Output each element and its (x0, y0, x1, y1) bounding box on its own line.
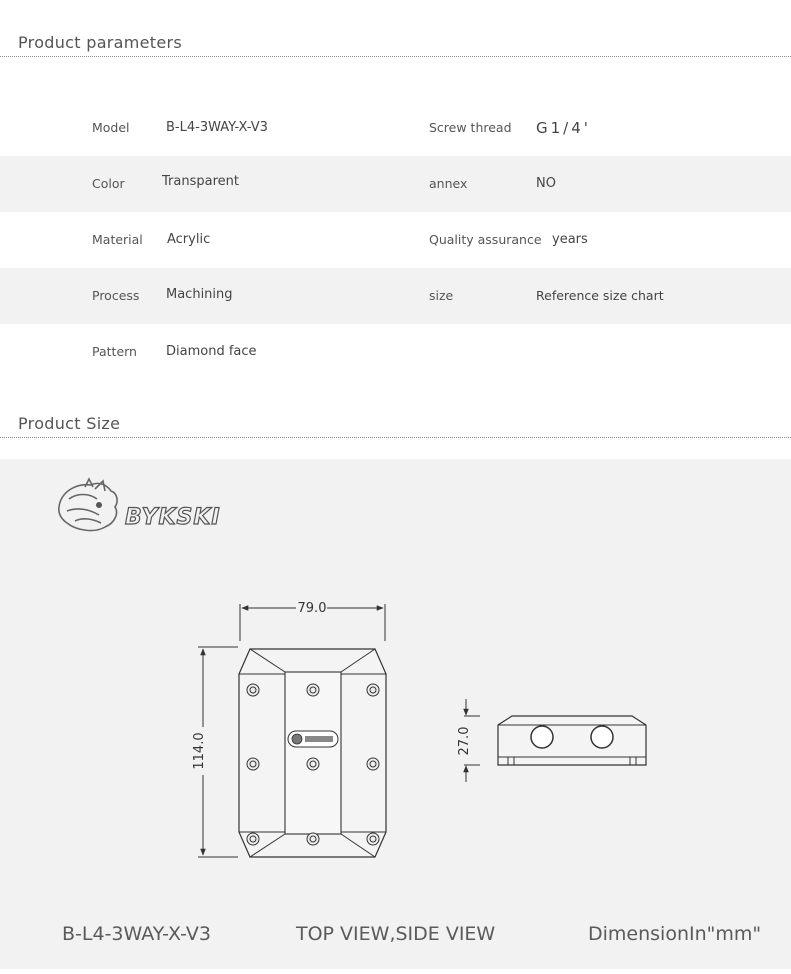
param-value: Acrylic (167, 232, 211, 247)
param-value: G1/4' (536, 119, 591, 137)
param-value: years (552, 232, 588, 247)
param-value: Diamond face (166, 344, 257, 359)
section-divider (0, 437, 791, 438)
param-label: Model (92, 120, 130, 135)
width-dimension-label: 79.0 (297, 601, 327, 616)
param-row-model (0, 100, 791, 156)
param-row-process (0, 268, 791, 324)
param-value: NO (536, 176, 556, 191)
top-view (239, 649, 386, 857)
param-row-material (0, 212, 791, 268)
param-label: Process (92, 288, 140, 303)
depth-dimension (457, 699, 480, 782)
param-value: B-L4-3WAY-X-V3 (166, 120, 268, 135)
param-label: Screw thread (429, 120, 512, 135)
caption-model: B-L4-3WAY-X-V3 (62, 923, 211, 945)
param-value: Machining (166, 287, 233, 302)
section-divider (0, 56, 791, 57)
height-dimension (192, 647, 238, 857)
caption-units: DimensionIn"mm" (588, 923, 762, 945)
param-label: Pattern (92, 344, 137, 359)
product-parameters-title: Product parameters (18, 33, 183, 52)
side-view (498, 716, 646, 765)
param-row-color (0, 156, 791, 212)
height-dimension-label: 114.0 (192, 732, 207, 770)
parameters-table (0, 100, 791, 380)
size-drawing-panel (0, 459, 791, 969)
caption-views: TOP VIEW,SIDE VIEW (296, 923, 496, 945)
param-label: annex (429, 176, 468, 191)
product-size-title: Product Size (18, 414, 121, 433)
depth-dimension-label: 27.0 (457, 726, 472, 756)
width-dimension (240, 601, 385, 641)
param-label: Quality assurance (429, 232, 542, 247)
param-row-pattern (0, 324, 791, 380)
param-value: Reference size chart (536, 288, 664, 303)
param-value: Transparent (162, 174, 239, 189)
dimension-drawing (0, 459, 791, 919)
param-label: Color (92, 176, 125, 191)
param-label: Material (92, 232, 143, 247)
logo-text: BYKSKI (125, 505, 221, 530)
param-label: size (429, 288, 454, 303)
